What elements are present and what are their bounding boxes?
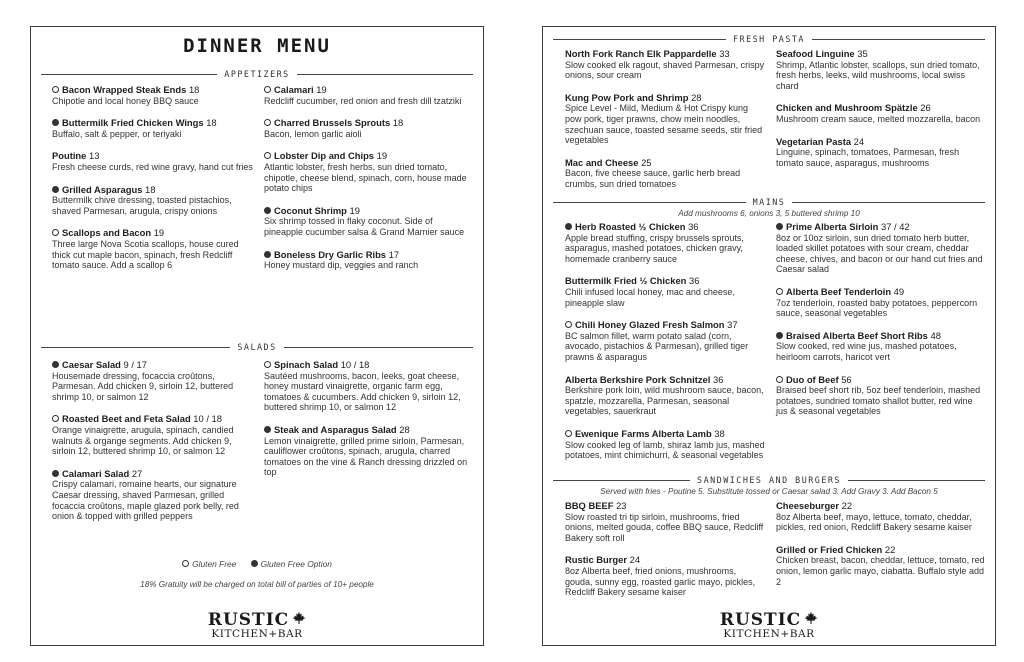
menu-item-heading xyxy=(52,185,254,196)
menu-item-description: 7oz tenderloin, roasted baby potatoes, peppercorn sauce, seasonal vegetables xyxy=(776,297,978,319)
salads-column-right xyxy=(262,360,472,534)
menu-item-description: Braised beef short rib, 5oz beef tenderloin, mashed potatoes, sundried tomato shallot butter, red wine jus & seasonal vegetables xyxy=(776,385,981,417)
menu-item-price: 28 xyxy=(399,423,410,435)
menu-item-name: Chicken and Mushroom Spätzle xyxy=(776,102,918,114)
menu-item-name: Kung Pow Pork and Shrimp xyxy=(565,91,689,103)
menu-item-price: 36 xyxy=(688,221,699,232)
gluten-free-icon xyxy=(52,415,59,422)
section-title-salads: SALADS xyxy=(41,341,473,353)
menu-item-price: 19 xyxy=(349,204,360,216)
menu-item xyxy=(776,103,985,124)
menu-item-heading xyxy=(565,158,766,169)
menu-item-description: Chili infused local honey, mac and cheese, pineapple slaw xyxy=(565,286,735,308)
menu-item xyxy=(565,93,766,146)
menu-item-description: 8oz or 10oz sirloin, sun dried tomato herb butter, loaded skillet potatoes with sour cream, cheddar cheese, chives, and bacon or our hand cut fries and Caesar salad xyxy=(776,232,983,275)
menu-item-description: Chipotle and local honey BBQ sauce xyxy=(52,95,199,106)
menu-item xyxy=(264,151,472,193)
menu-item-price: 17 xyxy=(388,248,400,260)
gluten-free-icon xyxy=(565,430,572,437)
gluten-free-icon xyxy=(565,321,572,328)
gluten-free-icon xyxy=(182,560,189,567)
restaurant-logo: RUSTIC KITCHEN+BAR xyxy=(31,611,483,640)
gluten-free-option-icon xyxy=(52,119,59,126)
appetizers-list xyxy=(52,85,472,283)
menu-item-heading xyxy=(264,85,472,96)
menu-item-description: Atlantic lobster, fresh herbs, sun dried tomato, chipotle, cheese blend, spinach, corn, house made potato chips xyxy=(264,161,467,194)
menu-item-price: 22 xyxy=(884,543,896,555)
menu-item-name: Seafood Linguine xyxy=(776,48,855,59)
mains-list xyxy=(565,222,985,473)
menu-item xyxy=(776,137,985,169)
menu-item-price: 23 xyxy=(616,500,627,511)
gluten-free-option-icon xyxy=(52,470,59,477)
menu-item-name: Prime Alberta Sirloin xyxy=(786,221,879,232)
menu-item-description: Slow cooked elk ragout, shaved Parmesan, crispy onions, sour cream xyxy=(565,59,765,81)
menu-item-price: 18 xyxy=(145,183,156,195)
menu-item xyxy=(52,85,254,106)
gluten-free-option-icon xyxy=(565,223,572,230)
menu-item-price: 33 xyxy=(719,48,730,59)
menu-item xyxy=(565,158,766,190)
menu-item xyxy=(264,206,472,238)
menu-item-price: 28 xyxy=(691,91,702,103)
menu-item-name: Vegetarian Pasta xyxy=(776,135,852,147)
menu-item-description: 8oz Alberta beef, fried onions, mushrooms, gouda, sunny egg, roasted garlic mayo, pickles, Redcliff Bakery sesame kaiser xyxy=(565,565,756,598)
menu-item-name: Chili Honey Glazed Fresh Salmon xyxy=(575,319,725,331)
menu-item-description: Orange vinaigrette, arugula, spinach, candied walnuts & organge segments. Add chicken 9, sirloin 12, buttered shrimp 10, or salmon 12 xyxy=(52,424,234,457)
gratuity-note: 18% Gratuity will be charged on total bill of parties of 10+ people xyxy=(140,580,374,589)
menu-item-description: Shrimp, Atlantic lobster, scallops, sun dried tomato, fresh herbs, leeks, wild mushrooms, local swiss chard xyxy=(776,59,980,91)
menu-item-heading xyxy=(264,118,472,129)
menu-item-description: Berkshire pork loin, wild mushroom sauce, bacon, spatzle, mozzarella, Parmesan, seasonal vegetables, sauerkraut xyxy=(565,385,764,417)
menu-item xyxy=(776,287,985,319)
menu-item-name: Boneless Dry Garlic Ribs xyxy=(274,248,387,260)
appetizers-column-left xyxy=(52,85,262,283)
menu-item-description: Lemon vinaigrette, grilled prime sirloin, Parmesan, cauliflower croûtons, spinach, arugula, charred tomatoes on the vine & Ranch dressing drizzled on top xyxy=(264,435,468,478)
menu-item-description: Fresh cheese curds, red wine gravy, hand cut fries xyxy=(52,161,253,172)
maple-leaf-icon xyxy=(804,611,818,629)
menu-item-heading xyxy=(264,250,472,261)
menu-item xyxy=(776,49,985,91)
pasta-column-right xyxy=(776,49,985,202)
menu-item-name: Bacon Wrapped Steak Ends xyxy=(62,84,187,95)
menu-item-heading xyxy=(565,375,766,386)
gluten-free-icon xyxy=(52,229,59,236)
menu-item-name: Cheeseburger xyxy=(776,500,840,511)
menu-item xyxy=(52,118,254,139)
salads-column-left xyxy=(52,360,262,534)
menu-item xyxy=(52,228,254,270)
menu-item-description: Slow cooked, red wine jus, mashed potatoes, heirloom carrots, haricot vert xyxy=(776,341,957,362)
gluten-free-icon xyxy=(776,376,783,383)
menu-item-price: 49 xyxy=(893,285,905,297)
appetizers-column-right xyxy=(262,85,472,283)
gluten-free-option-icon xyxy=(264,251,271,258)
legend-gluten-free-option: Gluten Free Option xyxy=(260,559,332,569)
menu-item-heading xyxy=(776,103,985,114)
menu-item-heading xyxy=(565,555,766,566)
menu-item-price: 26 xyxy=(920,102,931,114)
menu-item-heading xyxy=(776,375,985,386)
menu-item-name: North Fork Ranch Elk Pappardelle xyxy=(565,48,717,59)
menu-item-heading xyxy=(264,425,472,436)
sandwiches-list xyxy=(565,501,985,610)
menu-item-description: Housemade dressing, focaccia croûtons, Parmesan. Add chicken 9, sirloin 12, buttered shrimp 10, or salmon 12 xyxy=(52,370,234,402)
logo-subtitle: KITCHEN+BAR xyxy=(211,628,303,640)
menu-item-name: Alberta Berkshire Pork Schnitzel xyxy=(565,373,711,385)
menu-item-price: 19 xyxy=(153,227,165,239)
menu-item-price: 10 / 18 xyxy=(340,359,370,370)
section-title-appetizers: APPETIZERS xyxy=(41,68,473,80)
menu-item-name: Buttermilk Fried ½ Chicken xyxy=(565,275,687,287)
menu-item-heading xyxy=(52,228,254,239)
gluten-free-icon xyxy=(52,86,59,93)
menu-item xyxy=(264,250,472,271)
menu-item xyxy=(776,375,985,417)
menu-item xyxy=(565,429,766,461)
menu-item-heading xyxy=(565,276,766,287)
pasta-column-left xyxy=(565,49,776,202)
gluten-free-option-icon xyxy=(264,207,271,214)
restaurant-logo: RUSTIC KITCHEN+BAR xyxy=(543,611,995,640)
menu-item-name: Grilled Asparagus xyxy=(62,183,143,195)
menu-item xyxy=(52,185,254,217)
menu-item-name: Spinach Salad xyxy=(274,359,339,370)
menu-item-description: Mushroom cream sauce, melted mozzarella, bacon xyxy=(776,113,981,124)
menu-item-heading xyxy=(565,93,766,104)
menu-item xyxy=(565,555,766,597)
gluten-free-icon xyxy=(264,86,271,93)
menu-item xyxy=(52,414,254,456)
dietary-legend xyxy=(31,559,483,569)
sandwiches-note: Served with fries - Poutine 5. Substitute tossed or Caesar salad 3. Add Gravy 3. Add Bacon 5 xyxy=(600,487,938,496)
menu-item-name: Buttermilk Fried Chicken Wings xyxy=(62,117,204,129)
logo-subtitle: KITCHEN+BAR xyxy=(723,628,815,640)
menu-item-description: Six shrimp tossed in flaky coconut. Side of pineapple cucumber salsa & Grand Marnier sauce xyxy=(264,216,465,237)
menu-item-description: Slow cooked leg of lamb, shiraz lamb jus, mashed potatoes, mint chimichurri, & seasonal vegetables xyxy=(565,439,765,461)
menu-item-heading xyxy=(565,49,766,60)
sandwiches-column-right xyxy=(776,501,985,610)
gluten-free-option-icon xyxy=(251,560,258,567)
menu-item-price: 10 / 18 xyxy=(193,413,222,425)
menu-item-name: Coconut Shrimp xyxy=(274,204,347,216)
menu-item-heading xyxy=(264,206,472,217)
menu-item-name: Alberta Beef Tenderloin xyxy=(786,285,892,297)
mains-column-right xyxy=(776,222,985,473)
mains-note: Add mushrooms 6, onions 3, 5 buttered shrimp 10 xyxy=(678,209,860,218)
mains-column-left xyxy=(565,222,776,473)
menu-item-heading xyxy=(264,360,472,371)
legend-gluten-free: Gluten Free xyxy=(192,559,237,569)
menu-item xyxy=(264,118,472,139)
menu-item-heading xyxy=(776,222,985,233)
menu-item-description: Three large Nova Scotia scallops, house cured thick cut maple bacon, spinach, fresh Redcliff tomato sauce. Add a scallop 6 xyxy=(52,238,239,271)
gluten-free-icon xyxy=(776,288,783,295)
menu-item-price: 37 xyxy=(727,319,738,331)
menu-item-name: Steak and Asparagus Salad xyxy=(274,423,397,435)
menu-item-heading xyxy=(776,287,985,298)
menu-item-description: Crispy calamari, romaine hearts, our signature Caesar dressing, shaved Parmesan, grilled focaccia croûtons, maple glazed pork belly, red onion & topped with grilled peppers xyxy=(52,479,239,522)
menu-item-name: Herb Roasted ½ Chicken xyxy=(575,221,686,232)
maple-leaf-icon xyxy=(292,611,306,629)
menu-item-heading xyxy=(52,414,254,425)
menu-item-name: Calamari xyxy=(274,84,314,95)
menu-item-description: 8oz Alberta beef, mayo, lettuce, tomato, cheddar, pickles, red onion, Redcliff Bakery sesame kaiser xyxy=(776,511,972,533)
menu-item-description: BC salmon fillet, warm potato salad (corn, avocado, pistachios & Parmesan), grilled tiger prawns & asparagus xyxy=(565,330,749,362)
menu-item-description: Redcliff cucumber, red onion and fresh dill tzatziki xyxy=(264,95,462,106)
menu-item-heading xyxy=(565,429,766,440)
gluten-free-option-icon xyxy=(264,426,271,433)
menu-item-price: 18 xyxy=(206,117,217,129)
menu-item-name: Grilled or Fried Chicken xyxy=(776,543,883,555)
menu-item-description: Bacon, five cheese sauce, garlic herb bread crumbs, sun dried tomatoes xyxy=(565,168,741,189)
menu-page-right xyxy=(542,26,996,646)
menu-item-price: 36 xyxy=(712,373,724,385)
gluten-free-option-icon xyxy=(52,186,59,193)
menu-item xyxy=(776,545,985,587)
gluten-free-option-icon xyxy=(776,223,783,230)
menu-item xyxy=(565,320,766,362)
menu-item-price: 37 / 42 xyxy=(881,221,910,232)
menu-item-price: 18 xyxy=(188,84,200,95)
menu-page-left xyxy=(30,26,484,646)
menu-item-price: 19 xyxy=(376,150,388,162)
menu-item-description: Buffalo, salt & pepper, or teriyaki xyxy=(52,128,182,139)
menu-item-heading xyxy=(264,151,472,162)
menu-item-name: Scallops and Bacon xyxy=(62,227,152,239)
menu-item-price: 9 / 17 xyxy=(123,359,147,370)
menu-item-price: 19 xyxy=(316,84,327,95)
menu-item-heading xyxy=(52,85,254,96)
menu-item-price: 24 xyxy=(629,554,641,566)
menu-item xyxy=(264,360,472,413)
salads-list xyxy=(52,360,472,534)
menu-item-name: Poutine xyxy=(52,150,87,162)
menu-item-heading xyxy=(776,501,985,512)
sandwiches-column-left xyxy=(565,501,776,610)
menu-item-description: Slow roasted tri tip sirloin, mushrooms, fried onions, melted gouda, coffee BBQ sauce, Redcliff Bakery soft roll xyxy=(565,511,764,543)
menu-item-heading xyxy=(565,320,766,331)
menu-item-heading xyxy=(52,151,254,162)
menu-item-name: Calamari Salad xyxy=(62,467,130,479)
menu-item xyxy=(565,501,766,543)
menu-item xyxy=(264,85,472,106)
menu-item xyxy=(565,222,766,264)
menu-item-price: 56 xyxy=(841,373,852,385)
menu-item xyxy=(52,469,254,522)
menu-item-name: BBQ BEEF xyxy=(565,500,614,511)
page-title: DINNER MENU xyxy=(183,35,331,57)
menu-item-name: Lobster Dip and Chips xyxy=(274,150,375,162)
menu-item-name: Duo of Beef xyxy=(786,373,839,385)
menu-item-price: 36 xyxy=(689,275,700,287)
menu-item-price: 24 xyxy=(853,135,865,147)
gluten-free-icon xyxy=(264,119,271,126)
menu-item xyxy=(776,501,985,533)
menu-item xyxy=(264,425,472,478)
menu-item-name: Roasted Beet and Feta Salad xyxy=(62,413,191,425)
menu-item-heading xyxy=(52,118,254,129)
menu-item xyxy=(565,375,766,417)
gluten-free-icon xyxy=(264,361,271,368)
menu-item-description: Spice Level - Mild, Medium & Hot Crispy kung pow pork, tiger prawns, chow mein noodles, szechuan sauce, toasted sesame seeds, stir fried vegetables xyxy=(565,103,763,146)
gluten-free-icon xyxy=(264,152,271,159)
menu-item-heading xyxy=(52,360,254,371)
menu-item xyxy=(565,276,766,308)
menu-item-description: Bacon, lemon garlic aioli xyxy=(264,128,362,139)
menu-item-name: Charred Brussels Sprouts xyxy=(274,117,391,129)
menu-item-heading xyxy=(52,469,254,480)
menu-item xyxy=(565,49,766,81)
pasta-list xyxy=(565,49,985,202)
menu-item-price: 25 xyxy=(641,156,652,168)
gluten-free-option-icon xyxy=(776,332,783,339)
menu-item-price: 13 xyxy=(88,150,100,162)
gluten-free-option-icon xyxy=(52,361,59,368)
menu-item-heading xyxy=(776,49,985,60)
menu-item xyxy=(776,331,985,363)
menu-item-price: 38 xyxy=(714,427,725,439)
menu-item xyxy=(52,151,254,172)
menu-item-price: 18 xyxy=(392,117,404,129)
menu-item-heading xyxy=(776,331,985,342)
menu-item-price: 48 xyxy=(930,329,941,341)
section-title-fresh-pasta: FRESH PASTA xyxy=(553,33,985,45)
menu-item-description: Apple bread stuffing, crispy brussels sprouts, asparagus, mashed potatoes, chicken gravy, homemade cranberry sauce xyxy=(565,232,744,264)
menu-item xyxy=(776,222,985,275)
menu-item-description: Sautéed mushrooms, bacon, leeks, goat cheese, honey mustard vinaigrette, organic farm egg, tomatoes & cucumbers. Add chicken 9, sirloin 12, buttered shrimp 10, or salmon 12 xyxy=(264,370,461,413)
menu-item-description: Buttermilk chive dressing, toasted pistachios, shaved Parmesan, arugula, crispy onions xyxy=(52,195,232,216)
menu-item-name: Braised Alberta Beef Short Ribs xyxy=(786,329,928,341)
menu-item-description: Chicken breast, bacon, cheddar, lettuce, tomato, red onion, lemon garlic mayo, ciabatta. Buffalo style add 2 xyxy=(776,555,985,587)
menu-item-name: Caesar Salad xyxy=(62,359,121,370)
menu-item-heading xyxy=(565,501,766,512)
menu-item-description: Linguine, spinach, tomatoes, Parmesan, fresh tomato sauce, asparagus, mushrooms xyxy=(776,147,960,168)
menu-item-heading xyxy=(776,137,985,148)
menu-item-name: Mac and Cheese xyxy=(565,156,639,168)
menu-item-name: Ewenique Farms Alberta Lamb xyxy=(575,427,712,439)
menu-item-name: Rustic Burger xyxy=(565,554,627,566)
menu-item-price: 22 xyxy=(841,500,853,511)
menu-item-heading xyxy=(565,222,766,233)
menu-item-price: 35 xyxy=(857,48,868,59)
section-title-sandwiches: SANDWICHES AND BURGERS xyxy=(553,474,985,486)
menu-item xyxy=(52,360,254,402)
section-title-mains: MAINS xyxy=(553,196,985,208)
menu-item-heading xyxy=(776,545,985,556)
menu-item-description: Honey mustard dip, veggies and ranch xyxy=(264,260,419,271)
menu-item-price: 27 xyxy=(131,467,143,479)
